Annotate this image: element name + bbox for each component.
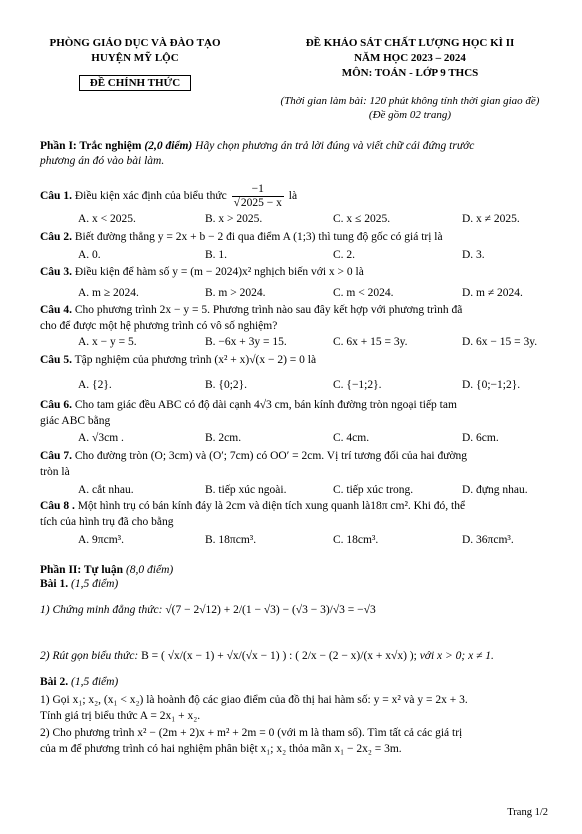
q1-radicand: 2025 − x (240, 197, 282, 209)
bai1-part1 (40, 603, 376, 617)
q7-option-b: B. tiếp xúc ngoài. (205, 484, 287, 496)
q1-option-d: D. x ≠ 2025. (462, 213, 520, 225)
q4-label: Câu 4. (40, 304, 72, 316)
q4-text-cont: cho để được một hệ phương trình có vô số nghiệm? (40, 320, 278, 332)
q8-text: Một hình trụ có bán kính đáy là 2cm và diện tích xung quanh là18π cm². Khi đó, thể (77, 500, 466, 512)
q7-option-a: A. cắt nhau. (78, 484, 134, 496)
bai2-part2-text-cont: của m để phương trình có hai nghiệm phân biệt x₁; x₂ thỏa mãn x₁ − 2x₂ = 3m. (40, 743, 402, 755)
bai1-part2-condition: với x > 0; x ≠ 1. (419, 650, 494, 662)
q5-option-a: A. {2}. (78, 379, 112, 391)
q2-label: Câu 2. (40, 231, 72, 243)
department-name: PHÒNG GIÁO DỤC VÀ ĐÀO TẠO (49, 37, 221, 49)
bai1-part1-expression: √(7 − 2√12) + 2/(1 − √3) − (√3 − 3)/√3 = −√3 (165, 604, 376, 616)
q2-option-b: B. 1. (205, 249, 228, 261)
q8-option-d: D. 36πcm³. (462, 534, 514, 546)
q5-option-c: C. {−1;2}. (333, 379, 382, 391)
exam-title: ĐỀ KHẢO SÁT CHẤT LƯỢNG HỌC KÌ II (305, 37, 515, 49)
part1-instruction: Hãy chọn phương án trả lời đúng và viết chữ cái đứng trước (195, 140, 475, 152)
q1-fraction (232, 183, 284, 210)
bai2-part1-text-cont: Tính giá trị biểu thức A = 2x₁ + x₂. (40, 710, 201, 722)
q6-label: Câu 6. (40, 399, 72, 411)
q6-option-c: C. 4cm. (333, 432, 370, 444)
q2-option-d: D. 3. (462, 249, 485, 261)
q1-text: Điều kiện xác định của biểu thức (74, 190, 227, 203)
q7-text-cont: tròn là (40, 466, 70, 478)
q4-option-c: C. 6x + 15 = 3y. (333, 336, 408, 348)
header-right (255, 36, 565, 81)
q5-option-b: B. {0;2}. (205, 379, 248, 391)
bai1-part1-label: 1) Chứng minh đẳng thức: (40, 604, 163, 616)
page-number: Trang 1/2 (507, 807, 548, 818)
official-badge: ĐỀ CHÍNH THỨC (79, 75, 191, 91)
bai1-points: (1,5 điểm) (71, 578, 119, 590)
bai1-part2-expression: B = ( √x/(x − 1) + √x/(√x − 1) ) : ( 2/x − (2 − x)/(x + x√x) ); (141, 650, 417, 662)
q4-option-b: B. −6x + 3y = 15. (205, 336, 287, 348)
q5-option-d: D. {0;−1;2}. (462, 379, 521, 391)
q3-label: Câu 3. (40, 266, 72, 278)
school-year: NĂM HỌC 2023 – 2024 (354, 52, 466, 64)
q3-text: Điều kiện để hàm số y = (m − 2024)x² nghịch biến với x > 0 là (74, 266, 364, 278)
q7-option-d: D. đựng nhau. (462, 484, 528, 496)
q8-option-b: B. 18πcm³. (205, 534, 257, 546)
q2-text: Biết đường thẳng y = 2x + b − 2 đi qua điểm A (1;3) thì tung độ gốc có giá trị là (74, 231, 443, 243)
bai1-label: Bài 1. (40, 578, 69, 590)
page-count-note: (Đề gồm 02 trang) (368, 109, 452, 121)
q4-option-a: A. x − y = 5. (78, 336, 137, 348)
q6-option-b: B. 2cm. (205, 432, 242, 444)
q1-label: Câu 1. (40, 190, 72, 203)
time-note (255, 94, 565, 122)
q3-option-a: A. m ≥ 2024. (78, 287, 139, 299)
q4-text: Cho phương trình 2x − y = 5. Phương trình nào sau đây kết hợp với phương trình đã (74, 304, 463, 316)
part1-instruction-cont: phương án đó vào bài làm. (40, 155, 165, 167)
q8-option-c: C. 18cm³. (333, 534, 379, 546)
question-7 (40, 449, 467, 463)
q7-text: Cho đường tròn (O; 3cm) và (O′; 7cm) có OO′ = 2cm. Vị trí tương đối của hai đường (74, 450, 468, 462)
q8-label: Câu 8 . (40, 500, 75, 512)
bai1-part2-label: 2) Rút gọn biểu thức: (40, 650, 139, 662)
part2-title: Phần II: Tự luận (40, 564, 124, 576)
q1-option-c: C. x ≤ 2025. (333, 213, 391, 225)
question-1 (40, 183, 297, 210)
bai2-heading (40, 675, 118, 689)
q2-option-c: C. 2. (333, 249, 356, 261)
question-8 (40, 499, 465, 513)
q8-text-cont: tích của hình trụ đã cho bằng (40, 516, 174, 528)
question-3 (40, 265, 364, 279)
q1-tail: là (288, 190, 298, 203)
q7-label: Câu 7. (40, 450, 72, 462)
bai1-heading (40, 577, 118, 591)
header-left (40, 36, 230, 91)
bai2-label: Bài 2. (40, 676, 69, 688)
part1-heading (40, 139, 474, 153)
part1-title: Phần I: Trắc nghiệm (40, 140, 142, 152)
part2-points: (8,0 điểm) (125, 564, 174, 576)
q3-option-c: C. m < 2024. (333, 287, 394, 299)
bai2-part1-text: 1) Gọi x₁; x₂, (x₁ < x₂) là hoành độ các giao điểm của đồ thị hai hàm số: y = x² và y = 2x + 3. (40, 694, 468, 706)
q6-text: Cho tam giác đều ABC có độ dài cạnh 4√3 cm, bán kính đường tròn ngoại tiếp tam (74, 399, 457, 411)
q6-option-a: A. √3cm . (78, 432, 124, 444)
q1-option-b: B. x > 2025. (205, 213, 263, 225)
q5-text: Tập nghiệm của phương trình (x² + x)√(x − 2) = 0 là (74, 354, 317, 366)
q6-text-cont: giác ABC bằng (40, 415, 111, 427)
subject: MÔN: TOÁN - LỚP 9 THCS (341, 67, 479, 79)
part1-points: (2,0 điểm) (144, 140, 193, 152)
q8-option-a: A. 9πcm³. (78, 534, 124, 546)
bai2-part2-text: 2) Cho phương trình x² − (2m + 2)x + m² + 2m = 0 (với m là tham số). Tìm tất cả các giá trị (40, 727, 463, 739)
q2-option-a: A. 0. (78, 249, 101, 261)
question-5 (40, 353, 316, 367)
question-4 (40, 303, 462, 317)
q1-option-a: A. x < 2025. (78, 213, 136, 225)
q1-denominator: √2025 − x (233, 197, 282, 209)
q3-option-d: D. m ≠ 2024. (462, 287, 523, 299)
q5-label: Câu 5. (40, 354, 72, 366)
q1-numerator: −1 (232, 183, 284, 197)
part2-heading (40, 563, 173, 577)
bai2-points: (1,5 điểm) (71, 676, 119, 688)
question-6 (40, 398, 457, 412)
q3-option-b: B. m > 2024. (205, 287, 266, 299)
q7-option-c: C. tiếp xúc trong. (333, 484, 414, 496)
time-note-line: (Thời gian làm bài: 120 phút không tính thời gian giao đề) (280, 95, 540, 107)
question-2 (40, 230, 443, 244)
q6-option-d: D. 6cm. (462, 432, 499, 444)
q4-option-d: D. 6x − 15 = 3y. (462, 336, 538, 348)
district-name: HUYỆN MỸ LỘC (91, 52, 179, 64)
bai1-part2 (40, 649, 494, 663)
